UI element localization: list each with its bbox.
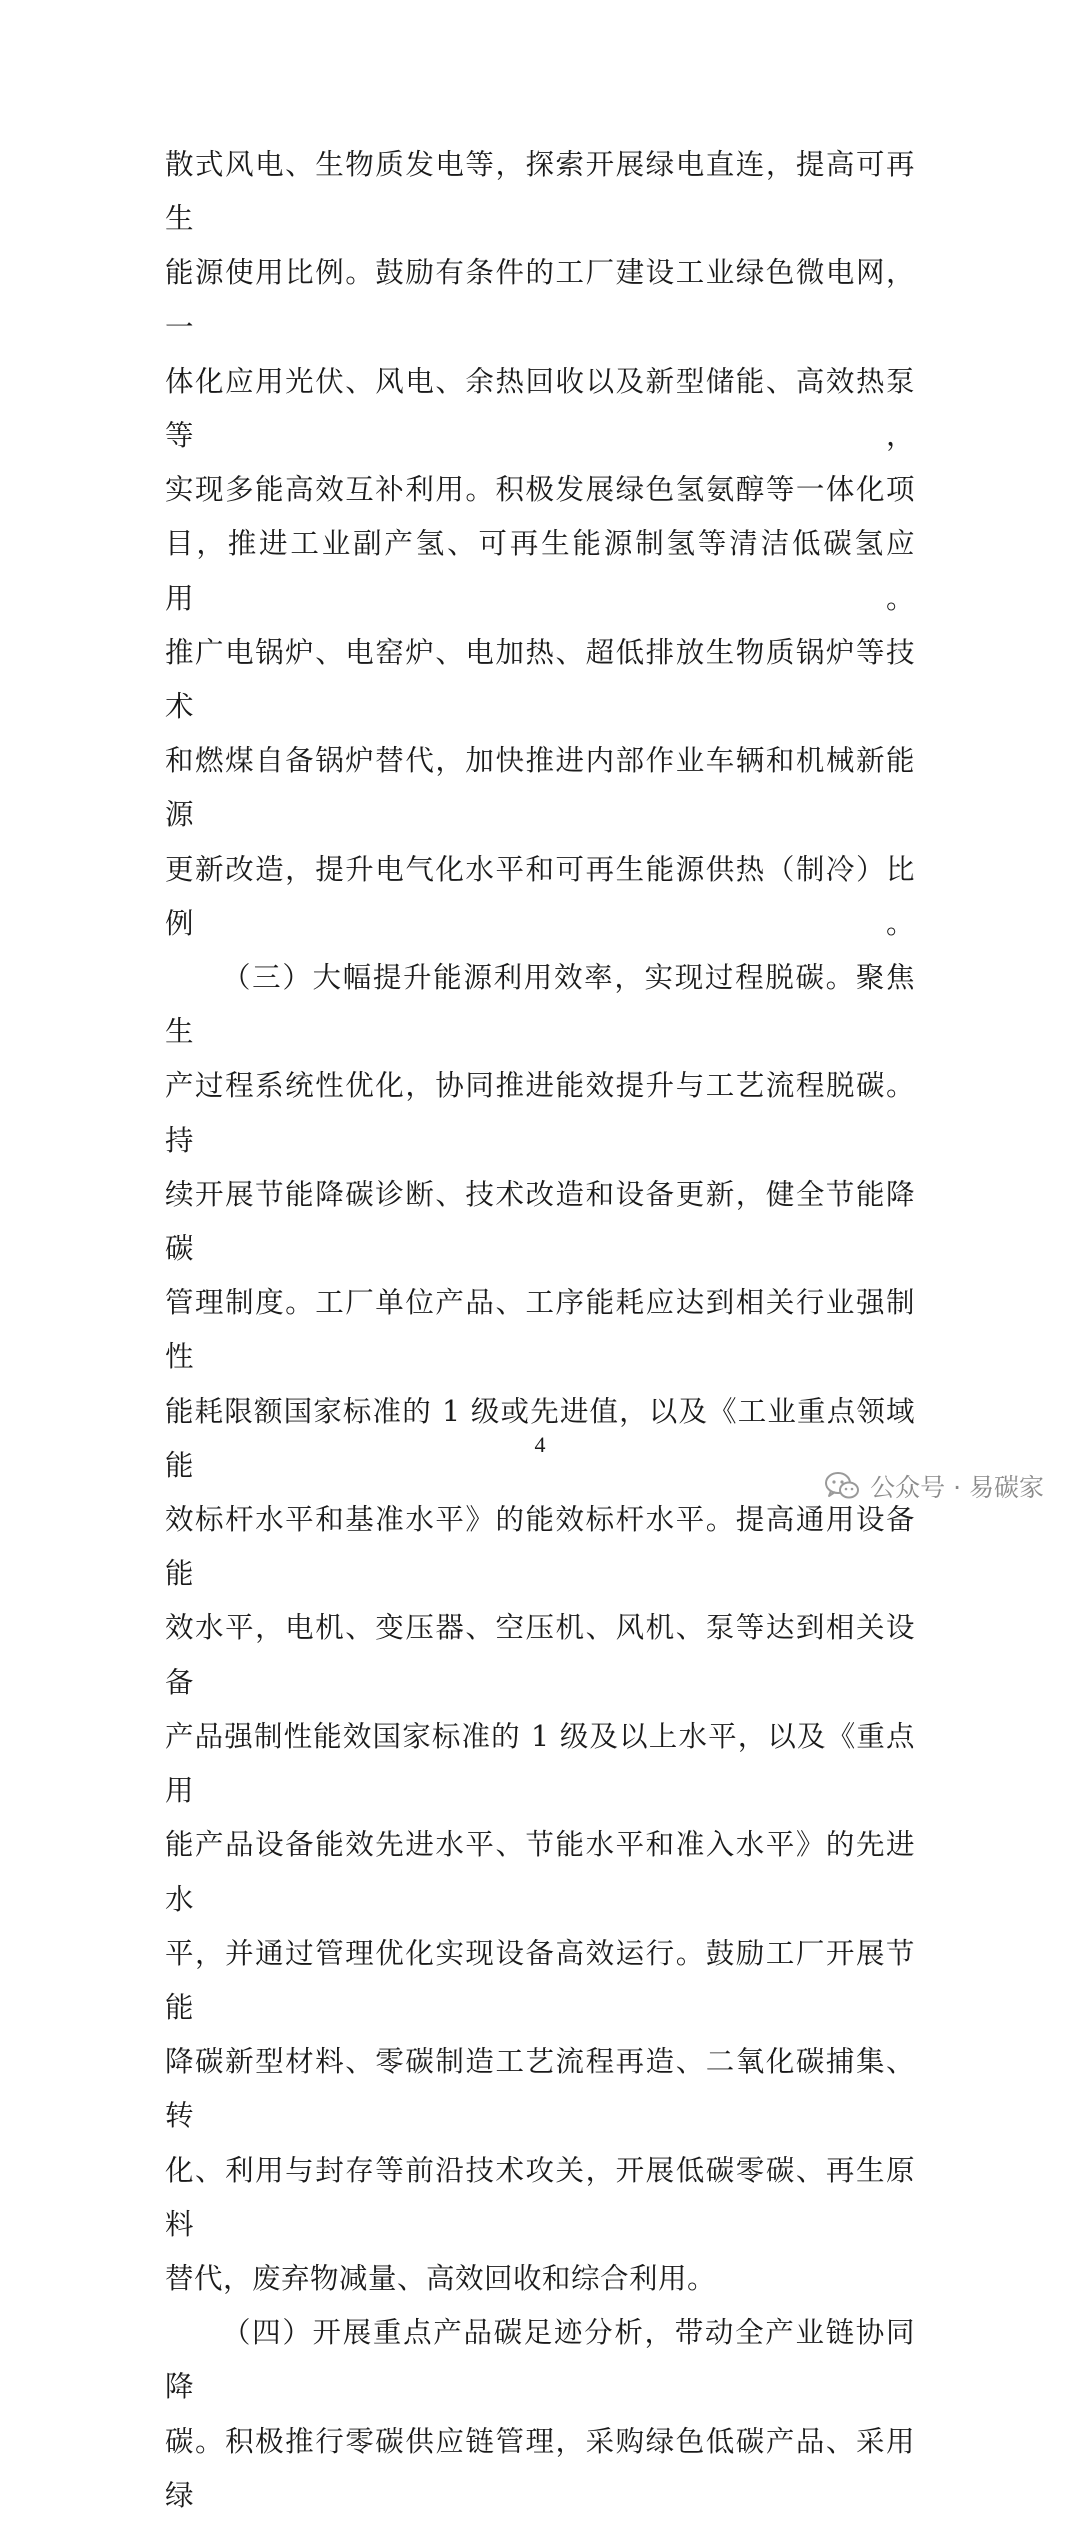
paragraph: 续开展节能降碳诊断、技术改造和设备更新，健全节能降碳	[165, 1177, 915, 1266]
paragraph: 产过程系统性优化，协同推进能效提升与工艺流程脱碳。持	[165, 1069, 915, 1157]
watermark	[824, 1468, 1044, 1504]
paragraph: 碳。积极推行零碳供应链管理，采购绿色低碳产品、采用绿	[165, 2424, 915, 2512]
paragraph: 效水平，电机、变压器、空压机、风机、泵等达到相关设备	[165, 1611, 915, 1699]
paragraph: 能耗限额国家标准的 1 级或先进值，以及《工业重点领域能	[165, 1394, 915, 1482]
watermark-text: 公众号 · 易碳家	[870, 1473, 1044, 1502]
page-number: 4	[534, 1432, 546, 1457]
paragraph: 平，并通过管理优化实现设备高效运行。鼓励工厂开展节能	[165, 1936, 915, 2024]
section-heading-line: （四）开展重点产品碳足迹分析，带动全产业链协同降	[165, 2316, 915, 2404]
paragraph: 体化应用光伏、风电、余热回收以及新型储能、高效热泵等，	[165, 364, 915, 453]
paragraph: 和燃煤自备锅炉替代，加快推进内部作业车辆和机械新能源	[165, 744, 915, 832]
paragraph: 管理制度。工厂单位产品、工序能耗应达到相关行业强制性	[165, 1286, 915, 1374]
paragraph: 推广电锅炉、电窑炉、电加热、超低排放生物质锅炉等技术	[165, 635, 915, 724]
paragraph: 化、利用与封存等前沿技术攻关，开展低碳零碳、再生原料	[165, 2153, 915, 2241]
paragraph: 实现多能高效互补利用。积极发展绿色氢氨醇等一体化项	[165, 473, 915, 507]
document-body	[165, 138, 915, 2523]
paragraph: 能产品设备能效先进水平、节能水平和准入水平》的先进水	[165, 1828, 915, 1916]
paragraph: 散式风电、生物质发电等，探索开展绿电直连，提高可再生	[165, 148, 915, 236]
wechat-icon	[824, 1471, 860, 1501]
paragraph: 降碳新型材料、零碳制造工艺流程再造、二氧化碳捕集、转	[165, 2045, 915, 2133]
paragraph: 替代，废弃物减量、高效回收和综合利用。	[165, 2261, 717, 2295]
paragraph: 更新改造，提升电气化水平和可再生能源供热（制冷）比例。	[165, 852, 915, 940]
paragraph: 能源使用比例。鼓励有条件的工厂建设工业绿色微电网，一	[165, 256, 915, 344]
paragraph: 产品强制性能效国家标准的 1 级及以上水平，以及《重点用	[165, 1719, 915, 1808]
paragraph: 目，推进工业副产氢、可再生能源制氢等清洁低碳氢应用。	[165, 527, 915, 615]
section-heading-line: （三）大幅提升能源利用效率，实现过程脱碳。聚焦生	[165, 961, 915, 1049]
paragraph: 效标杆水平和基准水平》的能效标杆水平。提高通用设备能	[165, 1503, 915, 1591]
